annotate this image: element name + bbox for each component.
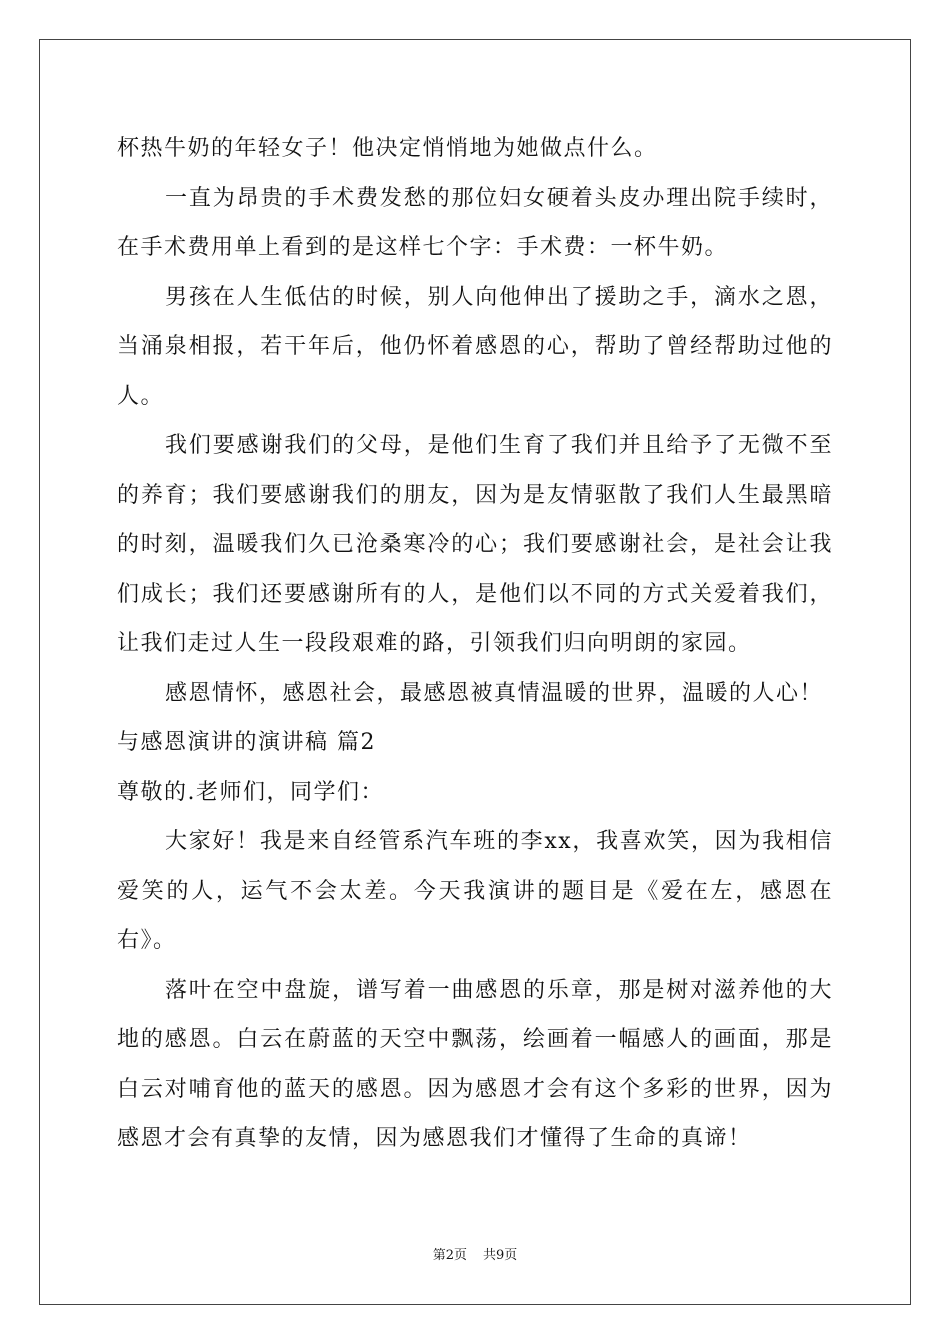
section-heading: 与感恩演讲的演讲稿 篇2 <box>117 730 376 755</box>
paragraph-4: 我们要感谢我们的父母，是他们生育了我们并且给予了无微不至的养育；我们要感谢我们的朋友，因为是友情驱散了我们人生最黑暗的时刻，温暖我们久已沧桑寒冷的心；我们要感谢社会，是社会让我们成长；我们还要感谢所有的人，是他们以不同的方式关爱着我们，让我们走过人生一段段艰难的路，引领我们归向明朗的家园。 <box>117 433 833 656</box>
paragraph-2: 一直为昂贵的手术费发愁的那位妇女硬着头皮办理出院手续时，在手术费用单上看到的是这样七个字：手术费：一杯牛奶。 <box>117 185 833 260</box>
paragraph-6: 大家好！我是来自经管系汽车班的李xx，我喜欢笑，因为我相信爱笑的人，运气不会太差。今天我演讲的题目是《爱在左，感恩在右》。 <box>117 829 833 953</box>
page-number-current: 第2页 <box>432 1248 467 1263</box>
document-body <box>117 124 833 1164</box>
salutation: 尊敬的.老师们，同学们： <box>117 779 384 805</box>
paragraph-3: 男孩在人生低估的时候，别人向他伸出了援助之手，滴水之恩，当涌泉相报，若干年后，他仍怀着感恩的心，帮助了曾经帮助过他的人。 <box>117 284 833 409</box>
paragraph-7: 落叶在空中盘旋，谱写着一曲感恩的乐章，那是树对滋养他的大地的感恩。白云在蔚蓝的天空中飘荡，绘画着一幅感人的画面，那是白云对哺育他的蓝天的感恩。因为感恩才会有这个多彩的世界，因为感恩才会有真挚的友情，因为感恩我们才懂得了生命的真谛！ <box>117 977 833 1151</box>
paragraph-1: 杯热牛奶的年轻女子！他决定悄悄地为她做点什么。 <box>117 136 658 161</box>
page-footer <box>0 1247 950 1265</box>
page-number-total: 共9页 <box>483 1248 518 1263</box>
paragraph-5: 感恩情怀，感恩社会，最感恩被真情温暖的世界，温暖的人心！ <box>165 680 824 706</box>
